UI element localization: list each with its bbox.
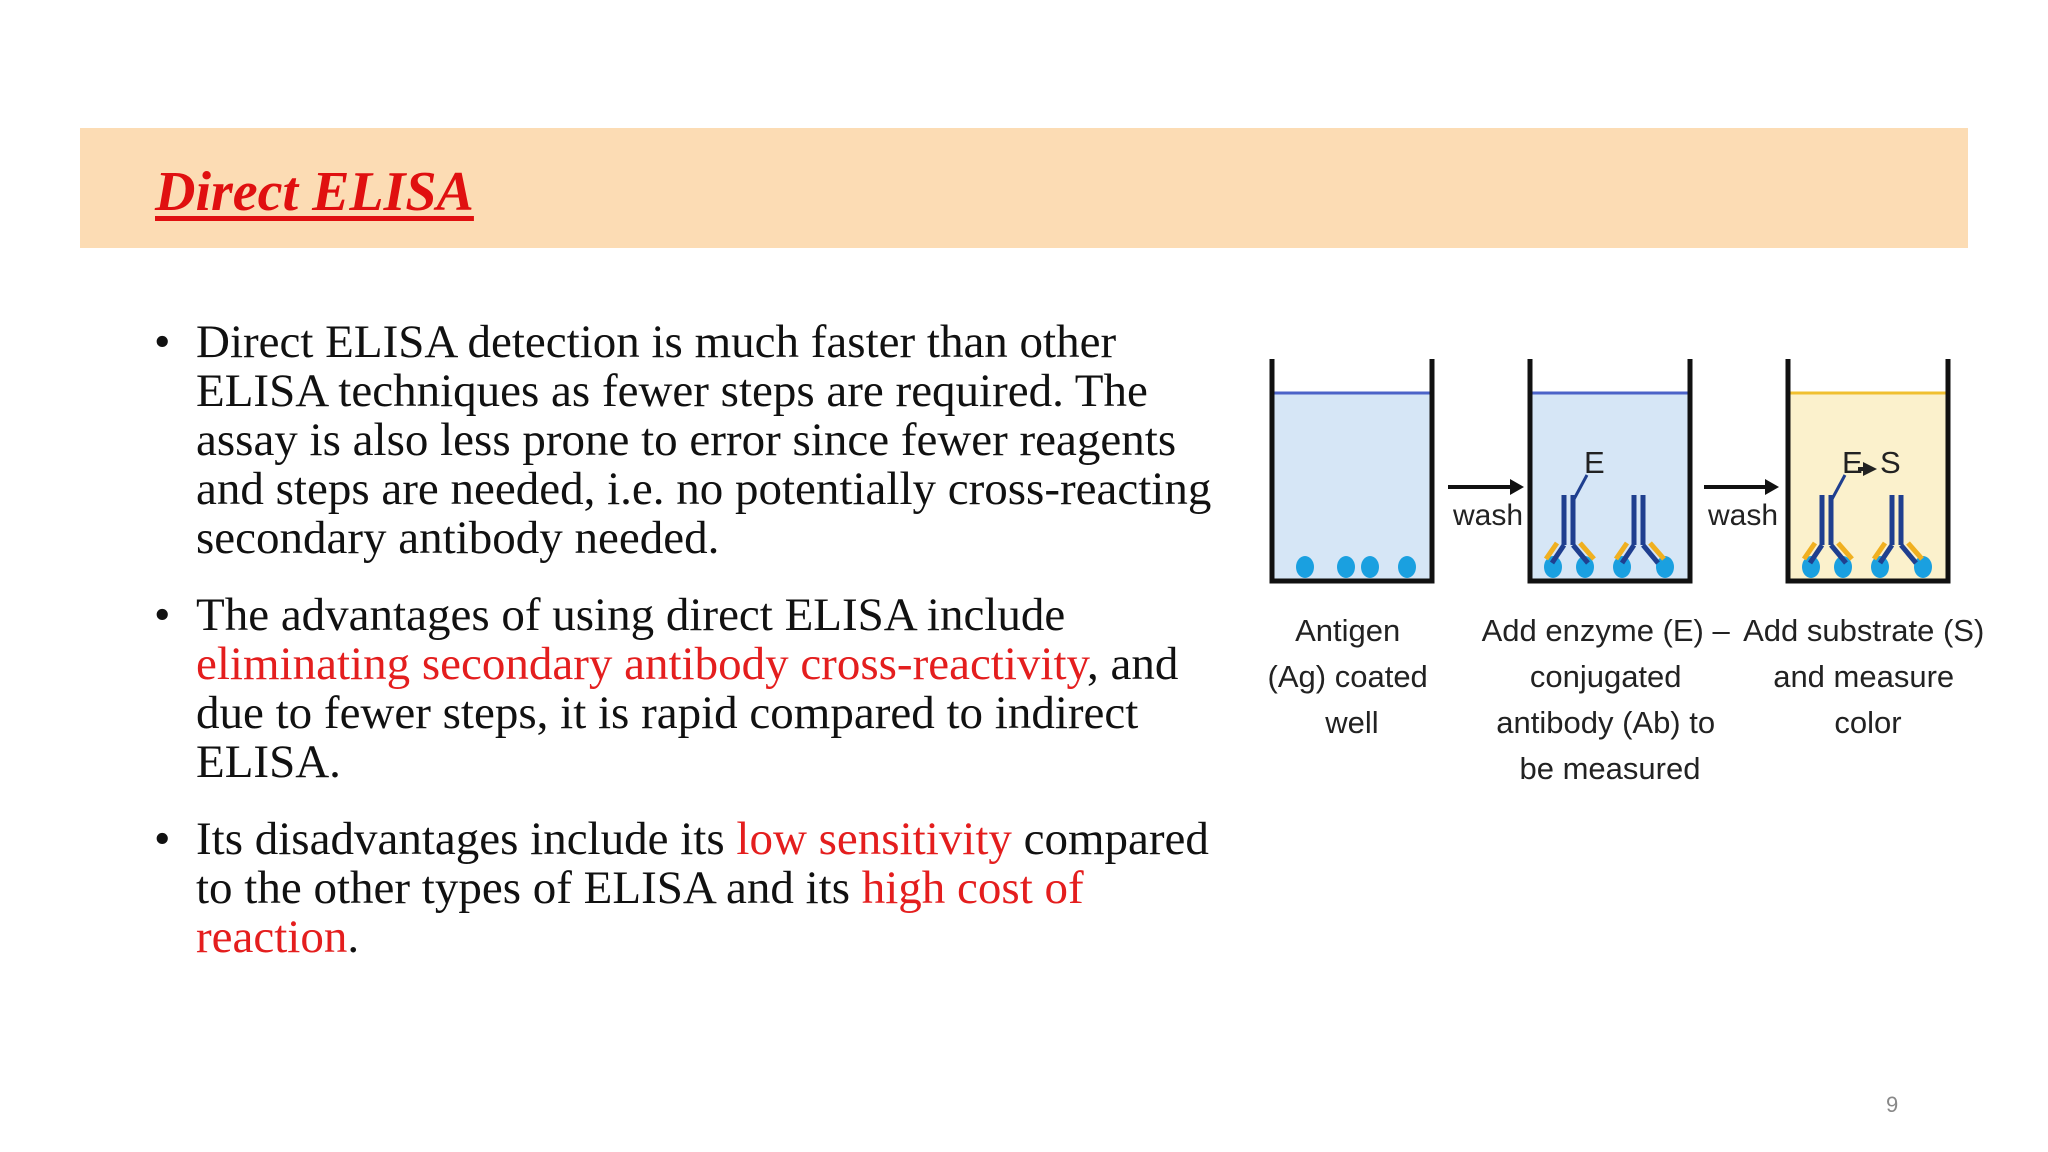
wash-arrow-2	[1704, 479, 1779, 532]
caption-well-3: Add substrate (S) and measure color	[1743, 613, 1985, 740]
well-liquid	[1272, 393, 1432, 581]
bullet-text: Its disadvantages include its	[196, 813, 737, 865]
bullet-item	[150, 591, 1220, 787]
bullet-item	[150, 815, 1220, 962]
highlighted-text: eliminating secondary antibody cross-reactivity	[196, 638, 1087, 690]
title-band	[80, 128, 1968, 248]
wash-label: wash	[1708, 499, 1779, 532]
bullet-text: .	[347, 911, 360, 963]
wash-label: wash	[1453, 499, 1524, 532]
enzyme-label: E	[1842, 445, 1863, 480]
well-enzyme-antibody	[1530, 359, 1690, 581]
bullet-dot-icon: •	[154, 589, 171, 641]
enzyme-label: E	[1584, 445, 1605, 480]
page-number: 9	[1886, 1092, 1899, 1117]
wash-arrow-1	[1448, 479, 1524, 532]
caption-well-1: Antigen (Ag) coated well	[1267, 613, 1428, 740]
caption-well-2: Add enzyme (E) – conjugated antibody (Ab) to be measured	[1481, 613, 1730, 786]
bullet-text: The advantages of using direct ELISA include	[196, 589, 1066, 641]
elisa-diagram-svg	[1260, 345, 1985, 865]
well-antigen-coated	[1272, 359, 1432, 581]
bullet-text: , and due to fewer steps, it is rapid compared to indirect ELISA.	[196, 638, 1179, 788]
bullet-dot-icon: •	[154, 316, 171, 368]
bullet-item	[150, 318, 1220, 563]
elisa-diagram	[1260, 345, 1985, 865]
well-substrate	[1788, 359, 1948, 581]
bullet-text: Direct ELISA detection is much faster than other ELISA techniques as fewer steps are required. The assay is also less prone to error since fewer reagents and steps are needed, i.e. no potentially cross-reacting secondary antibody needed.	[196, 316, 1212, 564]
bullet-text: compared to the other types of ELISA and its	[196, 813, 1209, 914]
bullet-dot-icon: •	[154, 813, 171, 865]
highlighted-text: low sensitivity	[736, 813, 1012, 865]
substrate-label: S	[1880, 445, 1901, 480]
bullet-list	[150, 318, 1220, 990]
highlighted-text: high cost of reaction	[196, 862, 1084, 963]
slide-title: Direct ELISA	[155, 161, 474, 223]
